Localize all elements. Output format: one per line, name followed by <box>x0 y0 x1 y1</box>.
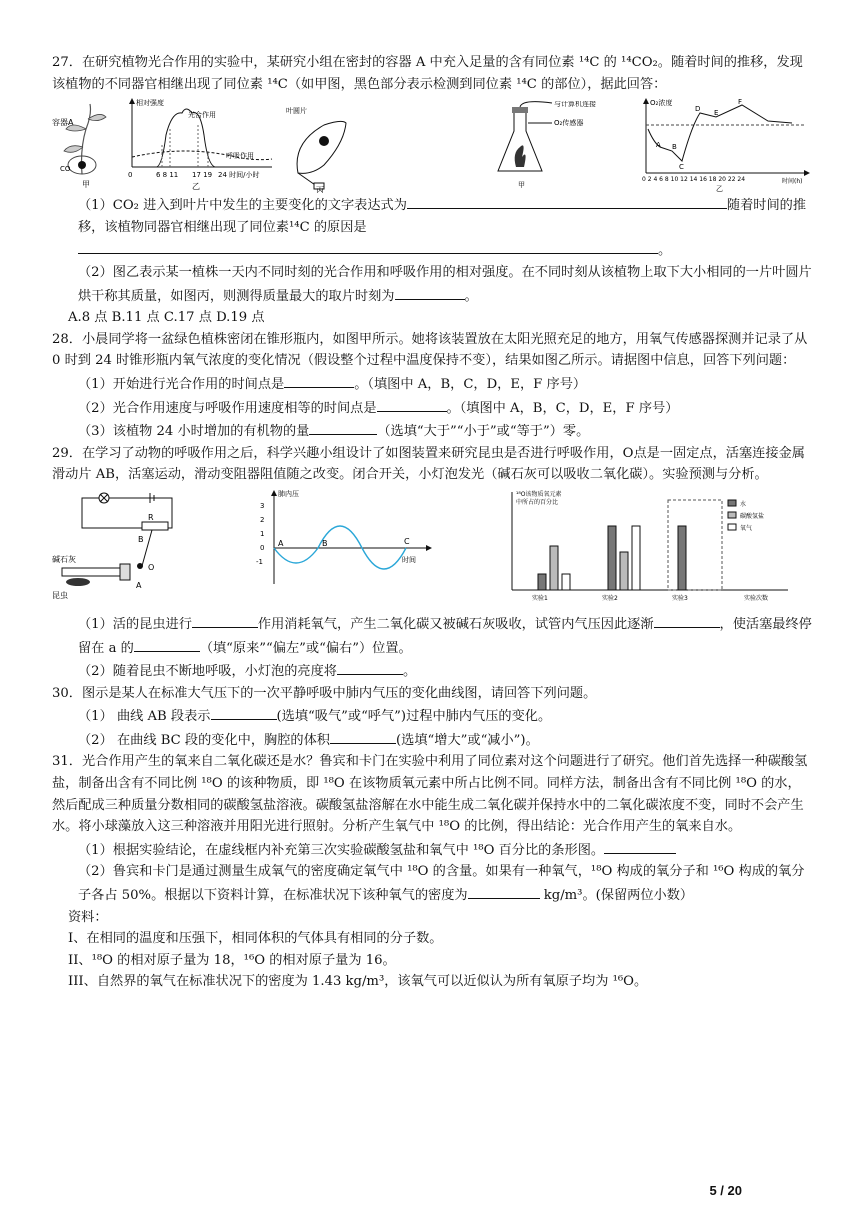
q28-sub3-end: （选填“大于”“小于”或“等于”）零。 <box>377 424 590 440</box>
q30-pressure-figure <box>252 486 452 596</box>
q27-sub2-end: 。 <box>464 288 478 304</box>
sealed-flask-figure <box>492 101 632 191</box>
svg-text:E: E <box>714 109 719 118</box>
lung-pressure-curve <box>252 486 452 596</box>
q29-circuit-figure <box>52 492 222 602</box>
q27-sub1-text-b: 随着时间的推移，该植物同器官相继出现了同位素¹⁴C 的原因是 <box>78 198 807 235</box>
svg-text:O₂浓度: O₂浓度 <box>650 99 673 108</box>
q27-sub1-end: 。 <box>658 243 672 259</box>
svg-text:B: B <box>672 143 677 152</box>
q27-intro: 27．在研究植物光合作用的实验中，某研究小组在密封的容器 A 中充入足量的含有同位素 ¹⁴C 的 ¹⁴CO₂。随着时间的推移，发现该植物的不同器官相继出现了同位素 ¹⁴C（如甲图，黑色部分表示检测到同位素 ¹⁴C 的部位），据此回答： <box>52 55 803 92</box>
q29-sub1-text-d: （填“原来”“偏左”或“偏右”）位置。 <box>199 640 412 656</box>
q31-bar-chart <box>498 486 798 608</box>
label-lime: 碱石灰 <box>52 554 76 564</box>
q29-sub1-text-b: 作用消耗氧气，产生二氧化碳又被碱石灰吸收，试管内气压因此逐渐 <box>257 616 654 632</box>
svg-text:D: D <box>695 105 701 114</box>
svg-text:实验1: 实验1 <box>532 594 548 602</box>
q29-sub1-text: （1）活的昆虫进行 <box>78 616 192 632</box>
plant-in-container-figure <box>52 99 122 189</box>
q30-sub1-text: （1） 曲线 AB 段表示 <box>78 709 211 725</box>
label-insect: 昆虫 <box>52 590 68 600</box>
q27-answer-blank-1[interactable] <box>407 193 727 209</box>
svg-text:24 时间/小时: 24 时间/小时 <box>218 171 260 180</box>
q28-answer-blank-2[interactable] <box>377 396 447 412</box>
q27-fig-yi <box>126 95 276 193</box>
point-a: A <box>278 538 284 548</box>
q28-fig-jia <box>492 101 632 191</box>
page-number: 5 / 20 <box>709 1183 742 1198</box>
q29-answer-blank-2[interactable] <box>654 612 720 628</box>
svg-text:2: 2 <box>260 515 265 524</box>
svg-text:水: 水 <box>740 500 747 508</box>
q31-sub1 <box>52 838 812 862</box>
svg-text:O₂传感器: O₂传感器 <box>554 119 584 128</box>
q28-sub2-end: 。（填图中 A，B，C，D，E，F 序号） <box>446 400 679 416</box>
q29-intro: 29．在学习了动物的呼吸作用之后，科学兴趣小组设计了如图装置来研究昆虫是否进行呼吸作用，O点是一固定点，活塞连接金属滑动片 AB，活塞运动，滑动变阻器阻值随之改变。闭合开关，小灯泡发光（碱石灰可以吸收二氧化碳）。实验预测与分析。 <box>52 445 805 483</box>
q30-sub2-text-b: (选填“增大”或“减小”)。 <box>396 732 539 748</box>
svg-text:氧气: 氧气 <box>740 524 753 532</box>
q31-ref1: I、在相同的温度和压强下，相同体积的气体具有相同的分子数。 <box>68 931 443 947</box>
q31-ref3: III、自然界的氧气在标准状况下的密度为 1.43 kg/m³，该氧气可以近似认为所有氧原子均为 ¹⁶O。 <box>68 974 648 990</box>
q29-sub2 <box>52 659 812 683</box>
q28-sub1-end: 。（填图中 A，B，C，D，E，F 序号） <box>354 376 587 392</box>
q28-answer-blank-1[interactable] <box>284 372 354 388</box>
q28-intro: 28．小晨同学将一盆绿色植株密闭在锥形瓶内，如图甲所示。她将该装置放在太阳光照充足的地方，用氧气传感器探测并记录了从 0 时到 24 时锥形瓶内氧气浓度的变化情况（假设整个过程中温度保持不变），结果如图乙所示。请据图中信息，回答下列问题： <box>52 331 808 369</box>
svg-text:0 2 4 6 8 10 12 14 16 18 20 22: 0 2 4 6 8 10 12 14 16 18 20 22 24 <box>642 176 746 184</box>
svg-text:与计算机连接: 与计算机连接 <box>554 101 596 109</box>
q30-intro: 30．图示是某人在标准大气压下的一次平静呼吸中肺内气压的变化曲线图，请回答下列问题。 <box>52 685 597 701</box>
q29-q31-figures <box>52 486 812 612</box>
svg-text:叶圆片: 叶圆片 <box>286 107 307 116</box>
q27-figures <box>52 95 812 193</box>
svg-text:呼吸作用: 呼吸作用 <box>226 152 254 161</box>
point-c: C <box>404 536 410 546</box>
svg-text:时间(h): 时间(h) <box>782 178 803 186</box>
q30-answer-blank-1[interactable] <box>211 704 277 720</box>
q30-answer-blank-2[interactable] <box>330 728 396 744</box>
svg-text:17 19: 17 19 <box>192 171 213 180</box>
oxygen-18-percentage-chart <box>498 486 798 608</box>
svg-text:乙: 乙 <box>716 185 723 194</box>
fig-jia-label: 甲 <box>82 180 90 190</box>
q31-answer-blank-2[interactable] <box>468 883 540 899</box>
insect-respiration-apparatus <box>52 492 222 602</box>
q31-sub1-text: （1）根据实验结论，在虚线框内补充第三次实验碳酸氢盐和氧气中 ¹⁸O 百分比的条形图。 <box>78 842 605 858</box>
q31-sub2-text: （2）鲁宾和卡门是通过测量生成氧气的密度确定氧气中 ¹⁸O 的含量。如果有一种氧气，¹⁸O 构成的氧分子和 ¹⁶O 构成的氧分子各占 50%。根据以下资料计算，在标准状况下该种氧气的密度为 <box>78 864 805 904</box>
svg-text:-1: -1 <box>256 557 263 566</box>
q28-sub1 <box>52 372 812 396</box>
q27-fig-jia <box>52 99 122 189</box>
q29-sub2-text: （2）随着昆虫不断地呼吸，小灯泡的亮度将 <box>78 664 337 680</box>
q27-sub2-text: （2）图乙表示某一植株一天内不同时刻的光合作用和呼吸作用的相对强度。在不同时刻从该植物上取下大小相同的一片叶圆片烘干称其质量，如图丙，则测得质量最大的取片时刻为 <box>78 264 812 304</box>
q31-intro: 31．光合作用产生的氧来自二氧化碳还是水？鲁宾和卡门在实验中利用了同位素对这个问题进行了研究。他们首先选择一种碳酸氢盐，制备出含有不同比例 ¹⁸O 的该种物质，即 ¹⁸O 在该物质氧元素中所占比例不同。同样方法，制备出含有不同比例 ¹⁸O 的水，然后配成三种质量分数相同的碳酸氢盐溶液。碳酸氢盐溶解在水中能生成二氧化碳并保持水中的二氧化碳浓度不变，同时不会产生水。将小球藻放入这三种溶液并用阳光进行照射。分析产生氧气中 ¹⁸O 的比例，得出结论：光合作用产生的氧来自水。 <box>52 754 808 835</box>
svg-text:1: 1 <box>260 529 265 538</box>
label-a: A <box>136 580 142 590</box>
q29-answer-blank-3[interactable] <box>134 636 200 652</box>
svg-text:CO: CO <box>60 165 71 174</box>
svg-text:乙: 乙 <box>192 182 200 192</box>
q27-answer-blank-3[interactable] <box>395 284 465 300</box>
label-b: B <box>138 534 144 544</box>
q31-ref2: II、¹⁸O 的相对原子量为 18，¹⁶O 的相对原子量为 16。 <box>68 952 396 968</box>
q29-sub1-text-c: ，使活塞最终停留在 a 的 <box>78 616 812 656</box>
q28-sub2 <box>52 396 812 420</box>
svg-text:3: 3 <box>260 501 265 510</box>
svg-text:容器A: 容器A <box>52 118 74 128</box>
label-r: R <box>148 512 154 522</box>
svg-text:丙: 丙 <box>316 186 324 194</box>
photosynthesis-respiration-curve <box>126 95 276 193</box>
leaf-disc-figure <box>284 103 354 193</box>
svg-text:实验3: 实验3 <box>672 594 688 602</box>
svg-text:甲: 甲 <box>518 181 525 190</box>
svg-text:0: 0 <box>260 543 265 552</box>
point-b: B <box>322 538 328 548</box>
svg-text:时间: 时间 <box>402 555 416 564</box>
svg-text:中所占的百分比: 中所占的百分比 <box>516 498 559 506</box>
q28-sub2-text: （2）光合作用速度与呼吸作用速度相等的时间点是 <box>78 400 377 416</box>
q27-sub2 <box>52 262 812 307</box>
q28-sub3 <box>52 419 812 443</box>
svg-text:实验2: 实验2 <box>602 594 618 602</box>
q31-sub2 <box>52 861 812 906</box>
svg-text:6 8 11: 6 8 11 <box>156 171 179 180</box>
label-o: O <box>148 562 155 572</box>
q27-options: A.8 点 B.11 点 C.17 点 D.19 点 <box>68 310 265 326</box>
svg-text:光合作用: 光合作用 <box>188 111 216 120</box>
q29-answer-blank-4[interactable] <box>337 659 403 675</box>
oxygen-concentration-curve <box>632 95 812 193</box>
worksheet-page <box>52 52 812 993</box>
svg-text:C: C <box>679 163 684 172</box>
svg-text:实验次数: 实验次数 <box>744 594 769 602</box>
q27-sub1-text: （1）CO₂ 进入到叶片中发生的主要变化的文字表达式为 <box>78 198 407 214</box>
svg-text:A: A <box>656 141 661 150</box>
svg-text:碳酸氢盐: 碳酸氢盐 <box>740 512 765 520</box>
q30-sub1-text-b: (选填“吸气”或“呼气”)过程中肺内气压的变化。 <box>276 709 552 725</box>
q29-sub2-end: 。 <box>402 664 417 680</box>
q31-answer-blank-1[interactable] <box>604 838 676 854</box>
q27-fig-bing <box>284 103 354 193</box>
q31-ref-title: 资料： <box>68 909 108 925</box>
q30-sub1 <box>52 704 812 728</box>
svg-text:0: 0 <box>128 171 133 180</box>
q29-answer-blank-1[interactable] <box>192 612 258 628</box>
q28-sub3-text: （3）该植物 24 小时增加的有机物的量 <box>78 424 310 440</box>
q27-answer-blank-2[interactable] <box>78 238 658 254</box>
q29-sub1 <box>52 612 812 659</box>
svg-text:肺内压: 肺内压 <box>278 489 299 498</box>
q31-sub2-text-b: kg/m³。(保留两位小数） <box>539 888 694 904</box>
q28-answer-blank-3[interactable] <box>309 419 377 435</box>
svg-text:相对强度: 相对强度 <box>136 99 164 108</box>
q27-sub1 <box>52 193 812 262</box>
svg-text:¹⁸O该物质氧元素: ¹⁸O该物质氧元素 <box>516 490 562 498</box>
q30-sub2-text: （2） 在曲线 BC 段的变化中，胸腔的体积 <box>78 732 330 748</box>
q28-fig-yi <box>632 95 812 193</box>
svg-text:F: F <box>738 98 743 107</box>
q28-sub1-text: （1）开始进行光合作用的时间点是 <box>78 376 285 392</box>
q30-sub2 <box>52 728 812 752</box>
